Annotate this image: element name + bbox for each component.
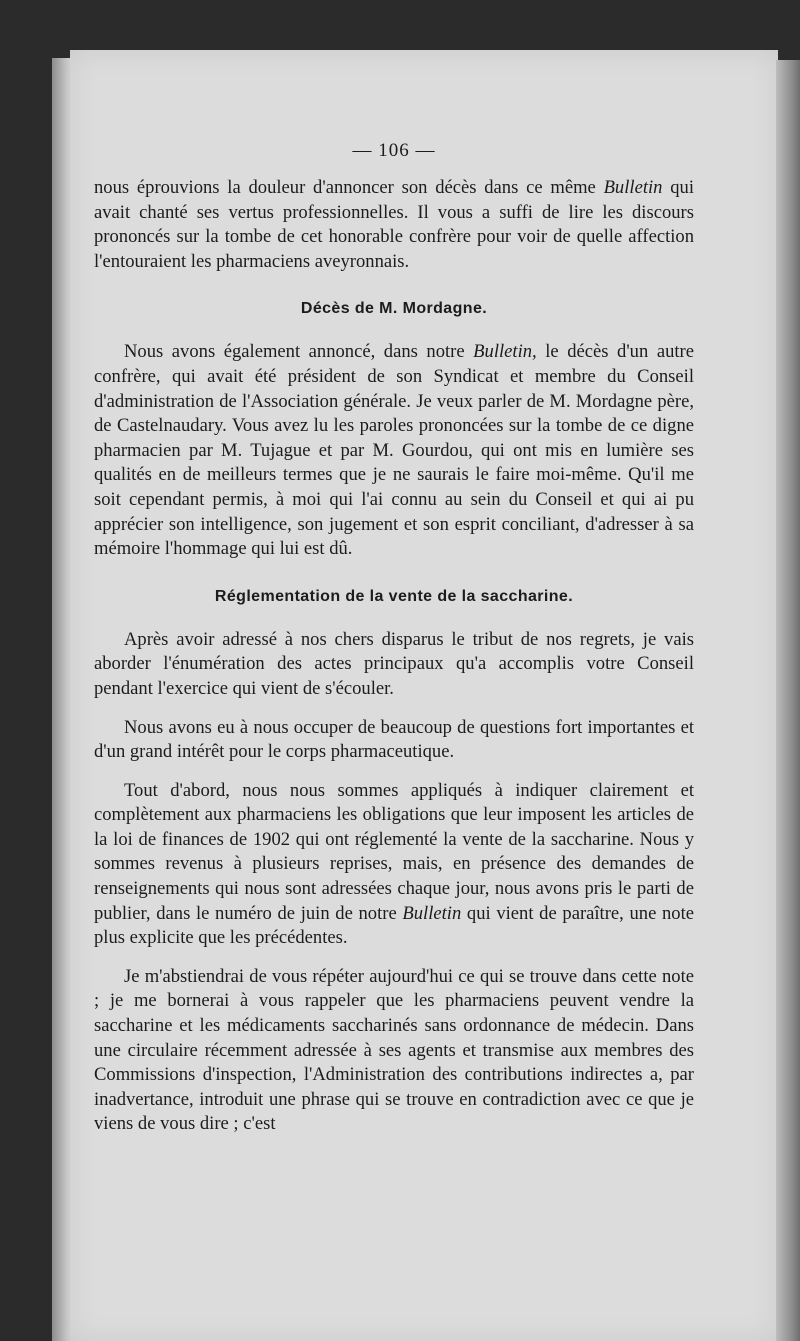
bulletin-italic: Bulletin xyxy=(603,177,663,198)
section-heading-mordagne: Décès de M. Mordagne. xyxy=(300,300,488,318)
paragraph-4: Nous avons eu à nous occuper de beaucoup de questions fort importantes et d'un grand intérêt pour le corps pharmaceutique. xyxy=(94,716,694,763)
bulletin-italic: Bulletin, xyxy=(473,341,537,363)
paragraph-1: nous éprouvions la douleur d'annoncer son décès dans ce même Bulletin qui avait chanté ses vertus professionnelles. Il vous a suffi de lire les discours prononcés sur la tombe de cet honorable confrère pour voir de quelle affection l'entouraient les pharmaciens aveyronnais. xyxy=(94,177,694,272)
bulletin-italic: Bulletin xyxy=(402,902,462,924)
page-right-edge xyxy=(776,60,800,1341)
page-content xyxy=(94,80,694,1151)
paragraph-3: Après avoir adressé à nos chers disparus le tribut de nos regrets, je vais aborder l'énumération des actes principaux qu'a accomplis votre Conseil pendant l'exercice qui vient de s'écouler. xyxy=(94,628,694,699)
paragraph-6: Je m'abstiendrai de vous répéter aujourd'hui ce qui se trouve dans cette note ; je me bornerai à vous rappeler que les pharmaciens peuvent vendre la saccharine et les médicaments saccharinés sans ordonnance de médecin. Dans une circulaire récemment adressée à ses agents et transmise aux membres des Commissions d'inspection, l'Administration des contributions indirectes a, par inadvertance, introduit une phrase qui se trouve en contradiction avec ce que je viens de vous dire ; c'est xyxy=(94,965,694,1135)
page-number: — 106 — xyxy=(352,140,436,161)
paragraph-2: Nous avons également annoncé, dans notre Bulletin, le décès d'un autre confrère, qui avait été président de son Syndicat et membre du Conseil d'administration de l'Association générale. Je veux parler de M. Mordagne père, de Castelnaudary. Vous avez lu les paroles prononcées sur la tombe de ce digne pharmacien par M. Tujague et par M. Gourdou, qui ont mis en lumière ses qualités en de meilleurs termes que je ne saurais le faire moi-même. Qu'il me soit cependant permis, à moi qui l'ai connu au sein du Conseil et qui ai pu apprécier son intelligence, son jugement et son esprit conciliant, d'adresser à sa mémoire l'hommage qui lui est dû. xyxy=(94,341,694,560)
paragraph-5: Tout d'abord, nous nous sommes appliqués à indiquer clairement et complètement aux pharmaciens les obligations que leur imposent les articles de la loi de finances de 1902 qui ont réglementé la vente de la saccharine. Nous y sommes revenus à plusieurs reprises, mais, en présence des demandes de renseignements qui nous sont adressées chaque jour, nous avons pris le parti de publier, dans le numéro de juin de notre Bulletin qui vient de paraître, une note plus explicite que les précédentes. xyxy=(94,779,694,949)
section-heading-saccharine: Réglementation de la vente de la saccharine. xyxy=(214,587,574,605)
